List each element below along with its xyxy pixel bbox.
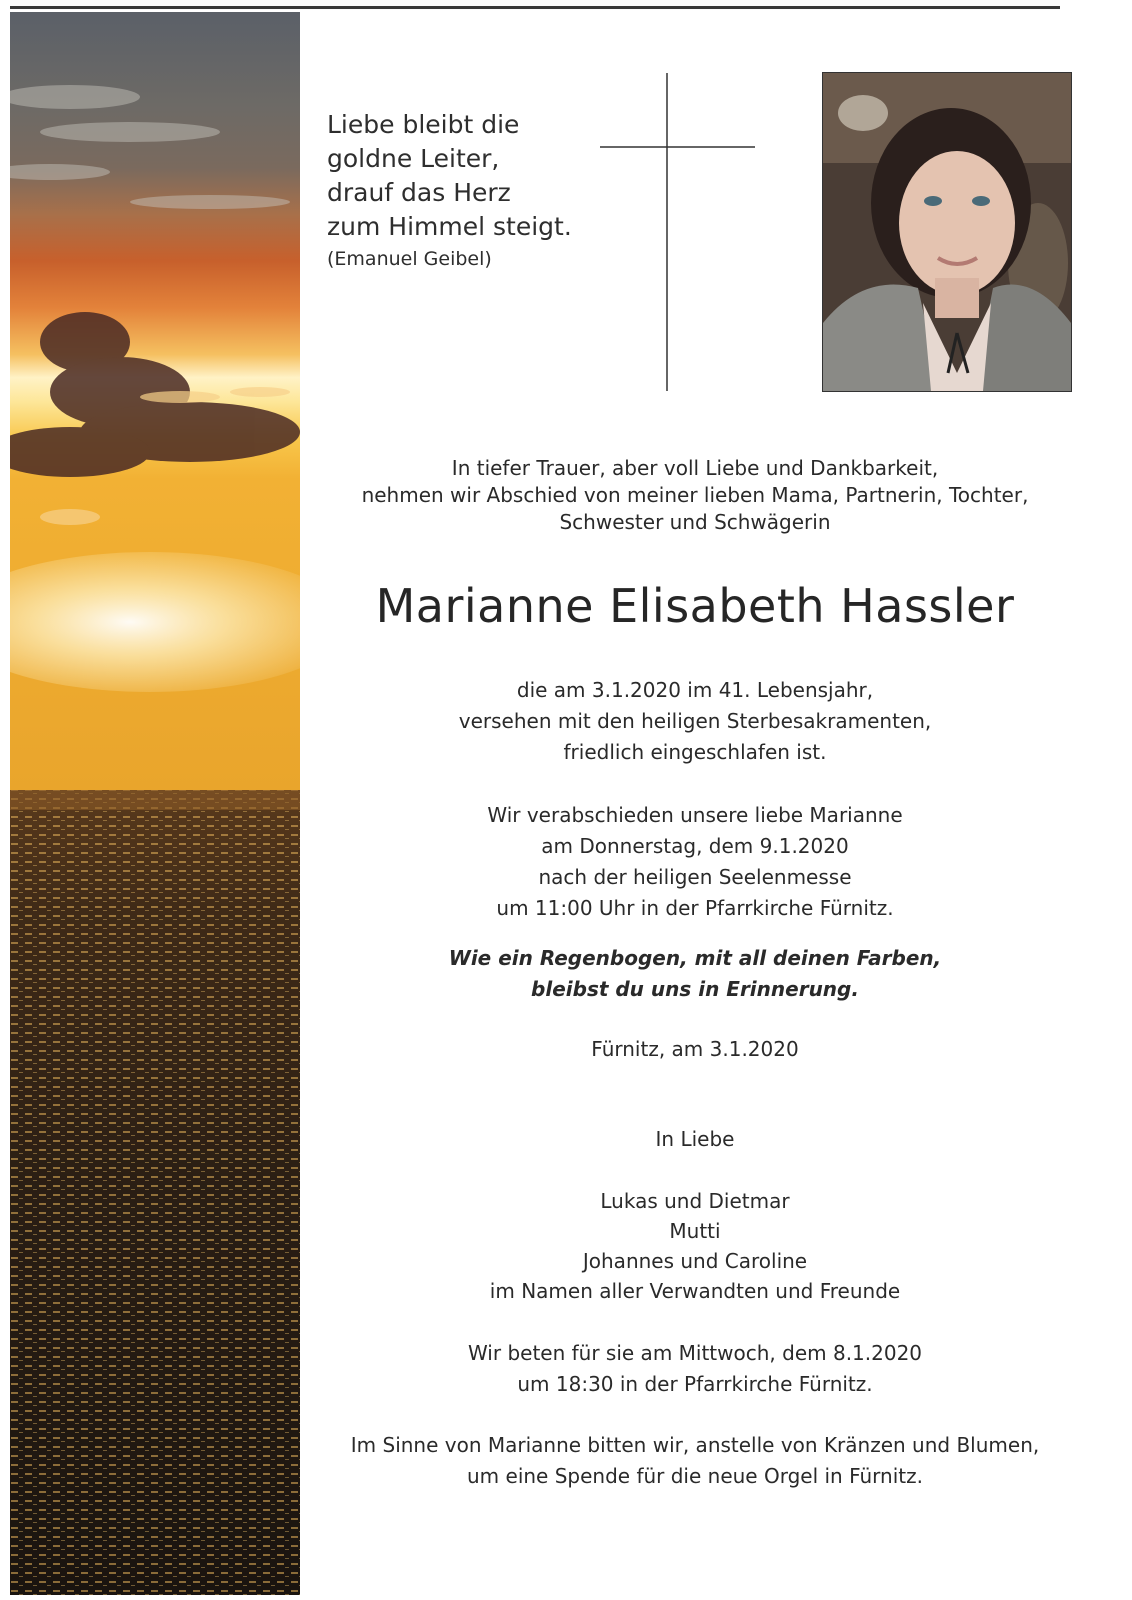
quote-line: goldne Leiter, [327, 144, 500, 173]
prayer-line: um 18:30 in der Pfarrkirche Fürnitz. [517, 1372, 873, 1396]
quote-line: Liebe bleibt die [327, 110, 520, 139]
death-notice [330, 675, 1060, 768]
intro-line: Schwester und Schwägerin [559, 510, 831, 534]
motto [330, 943, 1060, 1005]
donation-line: Im Sinne von Marianne bitten wir, anstelle von Kränzen und Blumen, [350, 1433, 1040, 1457]
death-notice-line: versehen mit den heiligen Sterbesakramenten, [458, 709, 932, 733]
quote-line: drauf das Herz [327, 178, 511, 207]
motto-line: bleibst du uns in Erinnerung. [531, 977, 859, 1001]
funeral-line: nach der heiligen Seelenmesse [538, 865, 852, 889]
funeral-line: am Donnerstag, dem 9.1.2020 [541, 834, 849, 858]
funeral-line: um 11:00 Uhr in der Pfarrkirche Fürnitz. [496, 896, 894, 920]
prayer-service [330, 1338, 1060, 1400]
donation-request [330, 1430, 1060, 1492]
mourner: Lukas und Dietmar [600, 1189, 790, 1213]
place-date: Fürnitz, am 3.1.2020 [591, 1037, 799, 1061]
mourner: Mutti [669, 1219, 721, 1243]
prayer-line: Wir beten für sie am Mittwoch, dem 8.1.2020 [467, 1341, 923, 1365]
portrait-photo [822, 72, 1072, 392]
donation-line: um eine Spende für die neue Orgel in Fürnitz. [467, 1464, 923, 1488]
mourners-list [330, 1186, 1060, 1306]
sunset-sea-image [10, 12, 300, 1595]
intro-line: In tiefer Trauer, aber voll Liebe und Dankbarkeit, [451, 456, 939, 480]
motto-line: Wie ein Regenbogen, mit all deinen Farben, [448, 946, 942, 970]
deceased-name: Marianne Elisabeth Hassler [375, 579, 1015, 633]
top-rule [10, 6, 1060, 9]
mourner: Johannes und Caroline [582, 1249, 808, 1273]
death-notice-line: die am 3.1.2020 im 41. Lebensjahr, [516, 678, 874, 702]
quote-author: (Emanuel Geibel) [327, 248, 492, 270]
intro-line: nehmen wir Abschied von meiner lieben Mama, Partnerin, Tochter, [361, 483, 1029, 507]
quote-line: zum Himmel steigt. [327, 212, 572, 241]
intro-text [330, 455, 1060, 536]
poem-quote [327, 108, 607, 274]
funeral-line: Wir verabschieden unsere liebe Marianne [487, 803, 903, 827]
closing-greeting: In Liebe [655, 1127, 735, 1151]
mourner: im Namen aller Verwandten und Freunde [489, 1279, 901, 1303]
cross-icon [600, 73, 760, 391]
death-notice-line: friedlich eingeschlafen ist. [563, 740, 827, 764]
funeral-details [330, 800, 1060, 924]
